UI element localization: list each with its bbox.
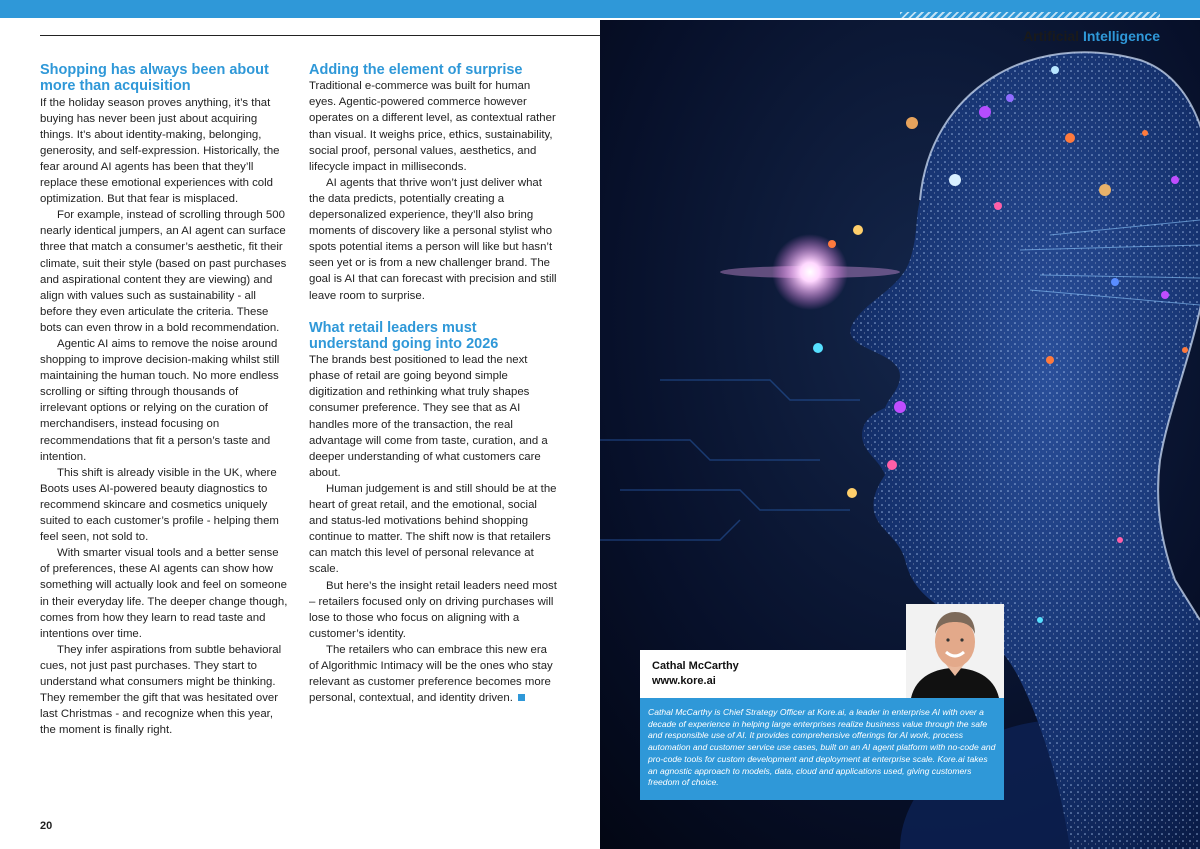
author-name: Cathal McCarthy xyxy=(652,660,739,672)
heading-surprise: Adding the element of surprise xyxy=(309,62,523,78)
heading-shopping: Shopping has always been about more than acquisition xyxy=(40,62,269,95)
author-url: www.kore.ai xyxy=(652,675,716,687)
paragraph: Traditional e-commerce was built for human eyes. Agentic-powered commerce however operates on a different level, as contextual rather than visual. It weighs price, ethics, sustainability, social proof, personal values, aesthetics, and lifecycle impact in milliseconds. xyxy=(309,80,556,173)
section-label-accent: Intelligence xyxy=(1082,28,1160,44)
paragraph-final-text: The retailers who can embrace this new era of Algorithmic Intimacy will be the ones who stay relevant as customer preference becomes more personal, contextual, and identity driven. xyxy=(309,643,553,705)
author-bio: Cathal McCarthy is Chief Strategy Officer at Kore.ai, a leader in enterprise AI with over a decade of experience in helping large enterprises realize business value through the safe and responsible use of AI. It provides comprehensive offerings for AI work, process automation and customer service use cases, built on an AI agent platform with no-code and pro-code tools for custom development and deployment at enterprise scale. Kore.ai takes an agnostic approach to models, data, cloud and applications used, giving customers freedom of choice. xyxy=(640,698,1004,800)
author-photo xyxy=(906,604,1004,698)
paragraph: If the holiday season proves anything, it’s that buying has never been just about acquiring things. It’s about identity-making, belonging, generosity, and self-expression. Historically, the fear around AI agents has been that they’ll replace these emotional experiences with cold optimization. But that fear is misplaced. xyxy=(40,96,280,206)
paragraph: Agentic AI aims to remove the noise around shopping to improve decision-making whilst still maintaining the human touch. No more endless scrolling or sifting through thousands of irrelevant options or relying on the curation of merchandisers, instead focusing on recommendations that fit a person’s taste and intention. xyxy=(40,338,280,463)
top-bar-hatch-decoration xyxy=(900,12,1160,18)
author-portrait xyxy=(906,604,1004,698)
eye-glow xyxy=(772,234,848,310)
end-mark-icon xyxy=(518,694,525,701)
paragraph: With smarter visual tools and a better sense of preferences, these AI agents can show how something will actually look and feel on someone in their everyday life. The deeper change though, comes from how they learn to read taste and intentions over time. xyxy=(40,547,288,640)
section-label-main: Artificial xyxy=(1023,28,1080,44)
paragraph: This shift is already visible in the UK, where Boots uses AI-powered beauty diagnostics to recommend skincare and cosmetics uniquely suited to each customer’s profile - helping them feel seen, not sold to. xyxy=(40,466,279,544)
paragraph: Human judgement is and still should be at the heart of great retail, and the emotional, social and status-led motivations behind shopping continue to matter. The shift now is that retailers can match this level of personal relevance at scale. xyxy=(309,482,557,576)
paragraph-final xyxy=(309,642,557,706)
section-label xyxy=(1023,28,1160,44)
paragraph: They infer aspirations from subtle behavioral cues, not just past purchases. They start to understand what consumers might be thinking. They remember the gift that was hesitated over last Christmas - and recognize when this year, the moment is finally right. xyxy=(40,643,282,737)
paragraph: AI agents that thrive won’t just deliver what the data predicts, potentially creating a depersonalized experience, they’ll also bring moments of discovery like a personal stylist who spots potential items a person will like but hasn’t seen yet or is from a new challenger brand. The goal is AI that can forecast with precision and still leave room to surprise. xyxy=(309,176,557,302)
right-article-column xyxy=(309,62,557,706)
left-article-column xyxy=(40,62,288,738)
heading-retail-leaders: What retail leaders must understand going into 2026 xyxy=(309,319,499,352)
paragraph: But here’s the insight retail leaders need most – retailers focused only on driving purchases will lose to those who focus on aligning with a customer’s identity. xyxy=(309,579,557,640)
page-number: 20 xyxy=(40,820,53,832)
paragraph: For example, instead of scrolling through 500 nearly identical jumpers, an AI agent can surface three that match a consumer’s aesthetic, fit their climate, suit their style (based on past purchases and aspirational content they are viewing) and align with values such as sustainability - all before they even articulate the criteria. These bots can even throw in a bold recommendation. xyxy=(40,209,287,334)
top-color-bar xyxy=(0,0,1200,18)
paragraph: The brands best positioned to lead the next phase of retail are going beyond simple digitization and rethinking what truly shapes consumer preference. They see that as AI handles more of the transaction, the real advantage will come from taste, curation, and a deeper understanding of what customers care about. xyxy=(309,354,548,479)
